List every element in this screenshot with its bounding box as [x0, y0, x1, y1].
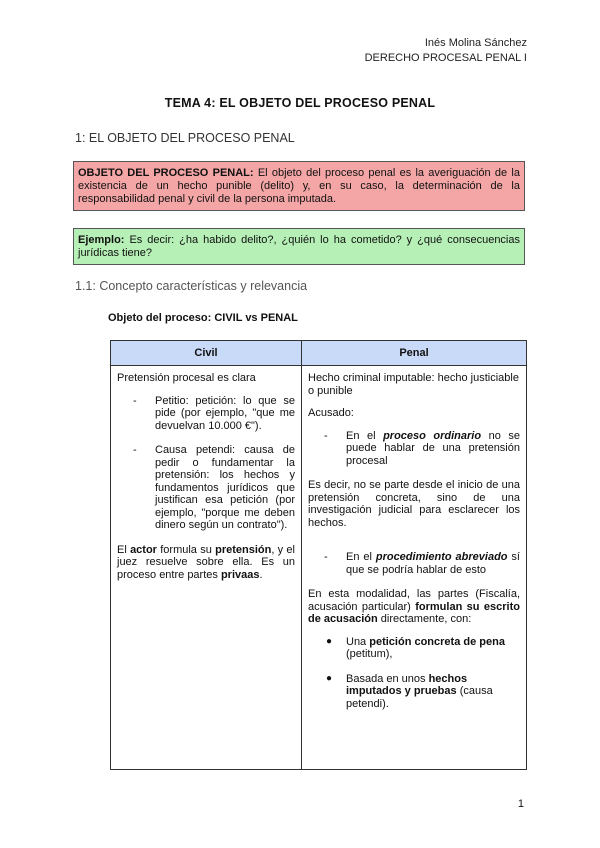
procedimiento-abreviado-term: procedimiento abreviado: [375, 551, 508, 563]
pretension-term: pretensión: [215, 543, 272, 556]
column-header-penal: Penal: [302, 341, 527, 366]
table-row: [111, 366, 527, 770]
penal-abreviado-list: [308, 551, 520, 576]
actor-term: actor: [130, 543, 157, 556]
list-item: - Petitio: petición: lo que se pide (por ejemplo, "que me devuelvan 10.000 €").: [133, 394, 295, 432]
example-text: Es decir: ¿ha habido delito?, ¿quién lo ha cometido? y ¿qué consecuencias jurídicas tiene?: [78, 234, 520, 259]
definition-label: OBJETO DEL PROCESO PENAL:: [78, 167, 254, 179]
peticion-pena-term: petición concreta de pena: [369, 635, 505, 648]
hechos-pruebas-term: hechos imputados y pruebas: [346, 672, 468, 697]
page-header: [365, 36, 527, 66]
definition-text: El objeto del proceso penal es la averiguación de la existencia de un hecho punible (delito) y, en su caso, la determinación de la responsabilidad penal y civil de la persona imputada.: [78, 167, 520, 205]
privadas-term: privaas: [220, 568, 260, 581]
civil-list: [117, 395, 295, 532]
escrito-acusacion-term: formulan su escrito de acusación: [308, 600, 520, 625]
list-item: - En el proceso ordinario no se puede hablar de una pretensión procesal: [324, 429, 520, 467]
comparison-table: [110, 340, 527, 770]
table-caption: Objeto del proceso: CIVIL vs PENAL: [108, 312, 298, 324]
definition-box: [73, 161, 525, 211]
list-item: - Causa petendi: causa de pedir o fundamentar la pretensión: los hechos y fundamentos jurídicos que justifican esa petición (por ejemplo, "porque me deben dinero según un contrato").: [133, 444, 295, 531]
penal-modalidad: En esta modalidad, las partes (Fiscalía, acusación particular) formulan su escrito de acusación directamente, con:: [308, 588, 520, 625]
civil-cell: [111, 366, 302, 770]
civil-intro: Pretensión procesal es clara: [117, 372, 256, 384]
example-label: Ejemplo:: [78, 234, 125, 246]
list-item: - En el procedimiento abreviado sí que se podría hablar de esto: [324, 551, 520, 576]
civil-petitio: Petitio: petición: lo que se pide (por ejemplo, "que me devuelvan 10.000 €").: [155, 394, 295, 432]
column-header-civil: Civil: [111, 341, 302, 366]
table-header-row: [111, 341, 527, 366]
penal-es-decir: Es decir, no se parte desde el inicio de una pretensión concreta, sino de una investigación judicial para esclarecer los hechos.: [308, 479, 520, 529]
list-item: ● Una petición concreta de pena (petitum),: [326, 635, 505, 660]
civil-causa-petendi: Causa petendi: causa de pedir o fundamentar la pretensión: los hechos y fundamentos jurídicos que justifican esa petición (por ejemplo, "porque me deben dinero según un contrato").: [155, 444, 295, 531]
penal-bullet-list: [308, 636, 520, 711]
section-heading-1-1: 1.1: Concepto características y relevancia: [75, 279, 308, 293]
list-item: ● Basada en unos hechos imputados y pruebas (causa petendi).: [326, 672, 493, 710]
header-author: Inés Molina Sánchez: [424, 37, 527, 49]
page-number: 1: [517, 798, 524, 810]
penal-cell: [302, 366, 527, 770]
civil-closing: El actor formula su pretensión, y el juez resuelve sobre ella. Es un proceso entre partes privaas.: [117, 543, 295, 581]
example-box: [73, 228, 525, 265]
penal-ordinario-list: [308, 430, 520, 468]
proceso-ordinario-term: proceso ordinario: [383, 429, 482, 442]
header-subject: DERECHO PROCESAL PENAL I: [364, 52, 527, 64]
penal-acusado: Acusado:: [308, 407, 354, 419]
penal-intro: Hecho criminal imputable: hecho justiciable o punible: [308, 372, 519, 397]
document-title: TEMA 4: EL OBJETO DEL PROCESO PENAL: [164, 96, 436, 110]
section-heading-1: 1: EL OBJETO DEL PROCESO PENAL: [75, 131, 295, 145]
